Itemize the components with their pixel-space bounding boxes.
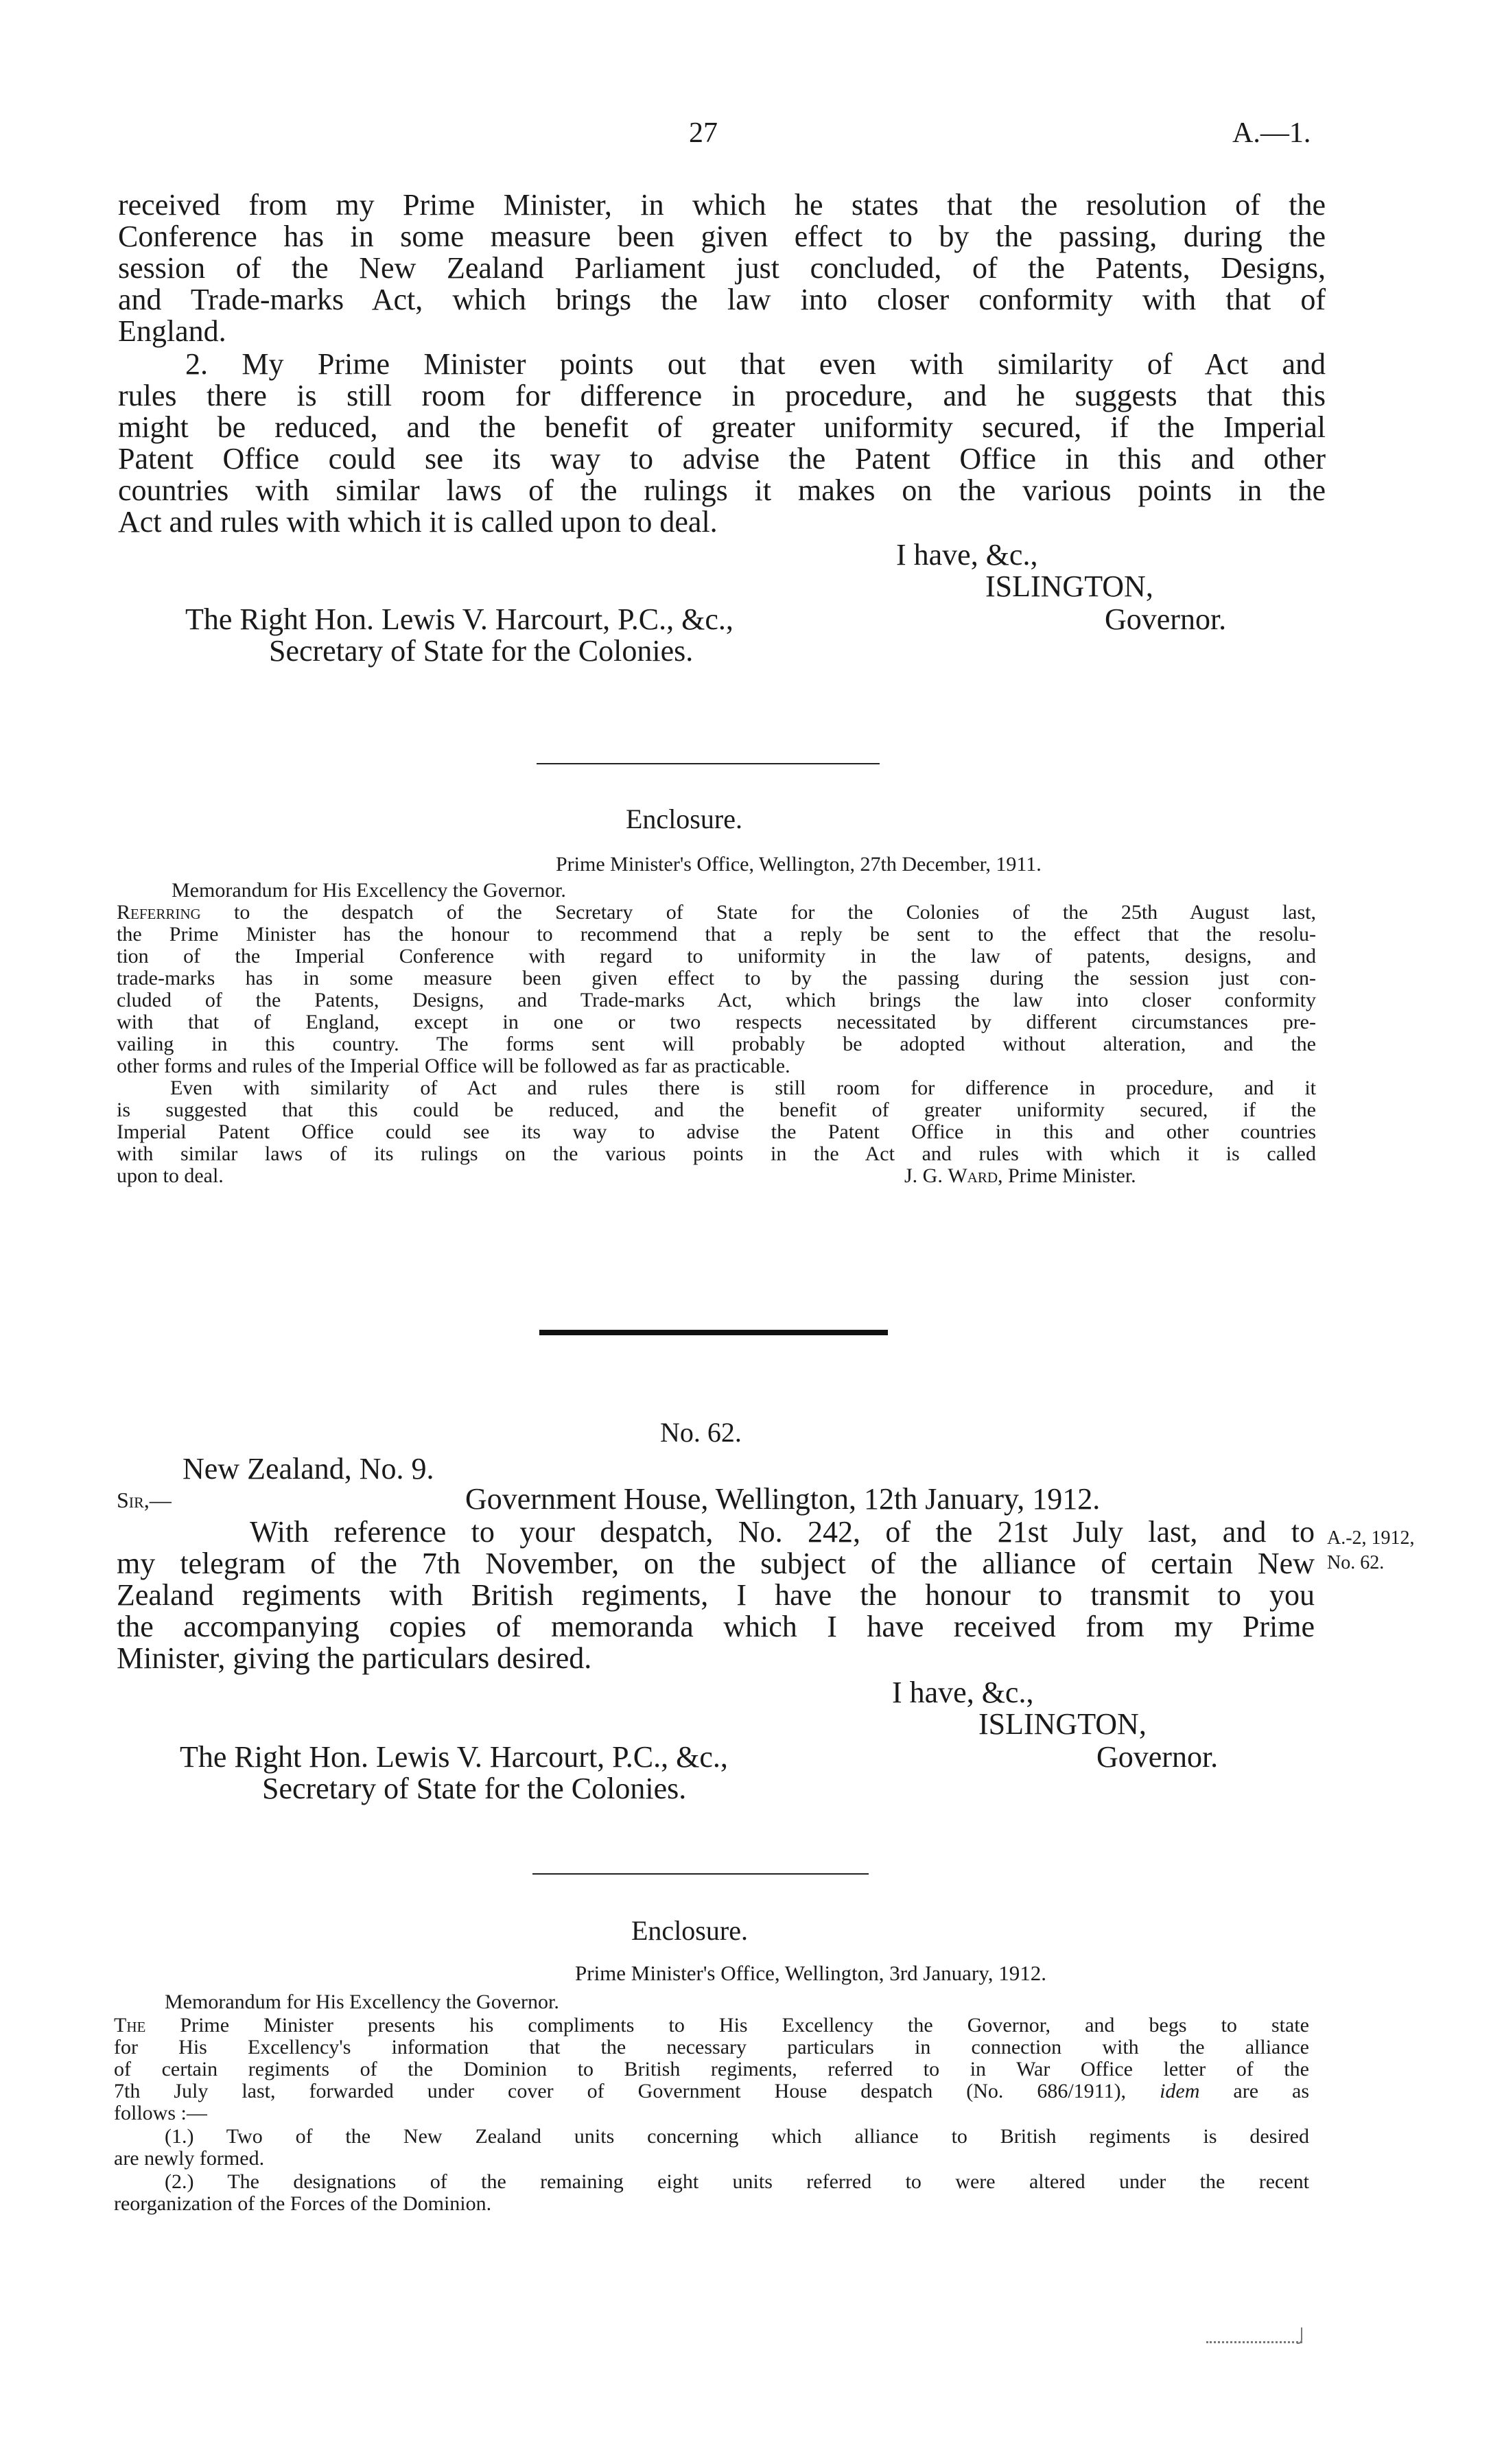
signatory-title: Governor.: [1105, 602, 1227, 636]
text-line: Zealand regiments with British regiments, I have the honour to transmit to you: [117, 1578, 1315, 1612]
signatory: ISLINGTON,: [978, 1707, 1147, 1741]
text-line: (1.) Two of the New Zealand units concerning which alliance to British regiments is desired: [165, 2125, 1309, 2148]
letter-reference: New Zealand, No. 9.: [183, 1452, 434, 1486]
text-line: Minister, giving the particulars desired.: [117, 1641, 592, 1675]
text-line: with similar laws of its rulings on the various points in the Act and rules with which it is called: [117, 1142, 1316, 1165]
salutation: [117, 1488, 172, 1513]
text-line: cluded of the Patents, Designs, and Trade-marks Act, which brings the law into closer conformity: [117, 989, 1316, 1011]
text-line: With reference to your despatch, No. 242, of the 21st July last, and to: [250, 1515, 1315, 1549]
addressee: The Right Hon. Lewis V. Harcourt, P.C., &c.,: [185, 602, 733, 636]
memo-title: Memorandum for His Excellency the Governor.: [172, 879, 566, 902]
text-span: to the despatch of the Secretary of State for the Colonies of the 25th August last,: [200, 901, 1316, 924]
text-line: Patent Office could see its way to advise the Patent Office in this and other: [118, 442, 1326, 476]
text-line: [117, 902, 1316, 924]
text-line: for His Excellency's information that the necessary particulars in connection with the alliance: [114, 2036, 1309, 2058]
section-divider: [537, 763, 880, 764]
text-span: are as: [1199, 2080, 1309, 2102]
text-span: 7th July last, forwarded under cover of Government House despatch (No. 686/1911),: [114, 2080, 1160, 2102]
text-line: tion of the Imperial Conference with regard to uniformity in the law of patents, designs, and: [117, 945, 1316, 967]
addressee-title: Secretary of State for the Colonies.: [262, 1772, 687, 1805]
addressee-title: Secretary of State for the Colonies.: [269, 634, 694, 668]
text-line: trade-marks has in some measure been given effect to by the passing during the session just con-: [117, 967, 1316, 989]
sign-off: I have, &c.,: [896, 538, 1038, 572]
text-line: England.: [118, 314, 226, 348]
text-line: 2. My Prime Minister points out that even with similarity of Act and: [185, 347, 1326, 381]
text-line: of certain regiments of the Dominion to British regiments, referred to in War Office letter of the: [114, 2058, 1309, 2080]
text-line: is suggested that this could be reduced, and the benefit of greater uniformity secured, if the: [117, 1099, 1316, 1121]
text-line: follows :—: [114, 2102, 207, 2124]
text-line: reorganization of the Forces of the Dominion.: [114, 2192, 492, 2215]
text-line: are newly formed.: [114, 2147, 265, 2170]
text-line: countries with similar laws of the rulings it makes on the various points in the: [118, 473, 1326, 507]
text-line: vailing in this country. The forms sent will probably be adopted without alteration, and the: [117, 1033, 1316, 1055]
text-line: (2.) The designations of the remaining eight units referred to were altered under the recent: [165, 2170, 1309, 2193]
letter-number: No. 62.: [660, 1417, 742, 1448]
text-line: rules there is still room for difference in procedure, and he suggests that this: [118, 379, 1326, 412]
idem-italic: idem: [1160, 2080, 1200, 2102]
text-line: [114, 2080, 1309, 2103]
text-line: the accompanying copies of memoranda which I have received from my Prime: [117, 1610, 1315, 1643]
sign-off: I have, &c.,: [892, 1676, 1034, 1709]
text-line: Act and rules with which it is called upon to deal.: [118, 505, 718, 539]
signatory: ISLINGTON,: [985, 570, 1153, 603]
scan-mark: [1297, 2327, 1302, 2344]
salutation-text: Sir,—: [117, 1488, 172, 1512]
text-line: other forms and rules of the Imperial Office will be followed as far as practicable.: [117, 1055, 790, 1077]
signature-title: Prime Minister.: [1008, 1164, 1136, 1187]
signatory-title: Governor.: [1096, 1740, 1219, 1774]
section-divider-thick: [539, 1330, 888, 1335]
addressee: The Right Hon. Lewis V. Harcourt, P.C., &c.,: [180, 1740, 728, 1774]
lead-word: Referring: [117, 901, 201, 924]
text-line: might be reduced, and the benefit of greater uniformity secured, if the Imperial: [118, 410, 1326, 444]
section-divider: [532, 1873, 869, 1875]
page-number: 27: [689, 117, 718, 149]
scan-mark: [1206, 2341, 1302, 2345]
enclosure-heading: Enclosure.: [626, 803, 742, 834]
text-line: received from my Prime Minister, in which he states that the resolution of the: [118, 188, 1326, 222]
memo-signature: [904, 1165, 1136, 1188]
text-line: and Trade-marks Act, which brings the law into closer conformity with that of: [118, 283, 1326, 316]
text-line: Imperial Patent Office could see its way to advise the Patent Office in this and other countries: [117, 1120, 1316, 1143]
text-span: Prime Minister presents his compliments to His Excellency the Governor, and begs to state: [145, 2014, 1309, 2037]
address-date: Government House, Wellington, 12th January, 1912.: [465, 1482, 1101, 1516]
text-line: with that of England, except in one or two respects necessitated by different circumstances pre-: [117, 1011, 1316, 1033]
text-line: upon to deal.: [117, 1164, 224, 1187]
signature-initials: J. G.: [904, 1164, 943, 1187]
text-line: [114, 2015, 1309, 2037]
memo-title: Memorandum for His Excellency the Governor.: [165, 1991, 559, 2013]
text-line: Even with similarity of Act and rules there is still room for difference in procedure, and it: [170, 1077, 1316, 1099]
signature-name: Ward,: [948, 1164, 1003, 1187]
lead-word: The: [114, 2014, 146, 2037]
text-line: session of the New Zealand Parliament just concluded, of the Patents, Designs,: [118, 251, 1326, 285]
series-reference: A.—1.: [1232, 117, 1311, 149]
text-line: my telegram of the 7th November, on the subject of the alliance of certain New: [117, 1547, 1315, 1580]
margin-note: No. 62.: [1327, 1552, 1385, 1573]
margin-note: A.-2, 1912,: [1327, 1527, 1415, 1549]
text-line: the Prime Minister has the honour to recommend that a reply be sent to the effect that the resolu-: [117, 923, 1316, 946]
text-line: Conference has in some measure been given effect to by the passing, during the: [118, 220, 1326, 253]
enclosure-origin: Prime Minister's Office, Wellington, 27th December, 1911.: [556, 853, 1042, 876]
enclosure-heading: Enclosure.: [631, 1915, 748, 1946]
enclosure-origin: Prime Minister's Office, Wellington, 3rd January, 1912.: [575, 1961, 1046, 1985]
